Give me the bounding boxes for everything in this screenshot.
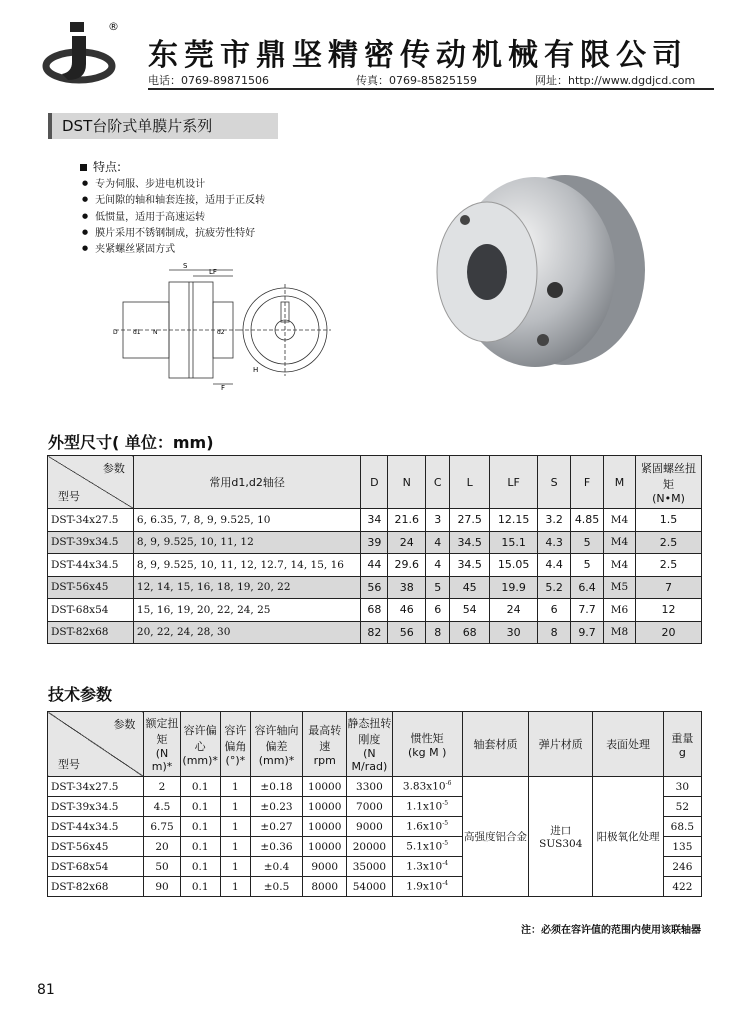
dims-cell-s: 3.2 [538, 509, 571, 532]
tech-cell-weight: 422 [663, 877, 701, 897]
fax: 传真：0769-85825159 [356, 74, 477, 87]
dims-cell-lf: 12.15 [490, 509, 538, 532]
technical-drawing [105, 262, 335, 392]
tech-header-inertia: 惯性矩 (kg M ) [392, 712, 462, 777]
dims-cell-m: M8 [604, 621, 636, 644]
dims-cell-f: 9.7 [571, 621, 604, 644]
dims-header-d: D [361, 456, 388, 509]
tech-cell-model: DST-68x54 [48, 857, 144, 877]
label-d1: d1 [133, 329, 141, 336]
tech-cell-stiff: 20000 [347, 837, 392, 857]
page-number: 81 [37, 982, 55, 998]
tech-header-speed: 最高转速 rpm [303, 712, 347, 777]
dims-cell-f: 7.7 [571, 599, 604, 622]
coupling-photo [425, 160, 660, 375]
dims-cell-f: 4.85 [571, 509, 604, 532]
tech-cell-model: DST-39x34.5 [48, 797, 144, 817]
tech-cell-ang: 1 [220, 817, 250, 837]
tech-cell-axial: ±0.27 [250, 817, 302, 837]
dims-cell-n: 29.6 [388, 554, 426, 577]
tech-cell-inertia: $1.1x10^{-5}$ [392, 797, 462, 817]
label-n: N [153, 329, 158, 336]
dims-cell-model: DST-44x34.5 [48, 554, 134, 577]
tech-cell-torque: 4.5 [144, 797, 180, 817]
tech-cell-torque: 50 [144, 857, 180, 877]
label-s: S [183, 262, 188, 270]
phone: 电话：0769-89871506 [148, 74, 269, 87]
tech-cell-speed: 10000 [303, 797, 347, 817]
dims-cell-l: 54 [450, 599, 490, 622]
dims-cell-d: 68 [361, 599, 388, 622]
dims-cell-c: 6 [426, 599, 450, 622]
tech-cell-ang: 1 [220, 837, 250, 857]
tech-cell-weight: 30 [663, 777, 701, 797]
tech-cell-ang: 1 [220, 777, 250, 797]
tech-header-corner: 参数 型号 [48, 712, 144, 777]
dims-header-torque: 紧固螺丝扭矩 (N•M) [636, 456, 702, 509]
dims-cell-d: 39 [361, 531, 388, 554]
dims-cell-t: 12 [636, 599, 702, 622]
tech-header-weight: 重量 g [663, 712, 701, 777]
website: 网址：http://www.dgdjcd.com [535, 74, 696, 87]
dims-row [48, 531, 702, 554]
tech-cell-torque: 90 [144, 877, 180, 897]
tech-cell-ang: 1 [220, 857, 250, 877]
tech-cell-ecc: 0.1 [180, 777, 220, 797]
tech-row [48, 777, 702, 797]
dims-table [47, 455, 702, 644]
dims-cell-d: 44 [361, 554, 388, 577]
header-rule [148, 88, 714, 90]
tech-cell-speed: 10000 [303, 817, 347, 837]
tech-cell-ecc: 0.1 [180, 877, 220, 897]
tech-header-ang: 容许偏角 (°)* [220, 712, 250, 777]
dims-header-lf: LF [490, 456, 538, 509]
tech-cell-torque: 6.75 [144, 817, 180, 837]
tech-cell-ecc: 0.1 [180, 817, 220, 837]
dims-cell-model: DST-82x68 [48, 621, 134, 644]
dims-cell-c: 4 [426, 554, 450, 577]
dims-row [48, 554, 702, 577]
tech-cell-stiff: 7000 [347, 797, 392, 817]
dims-cell-model: DST-68x54 [48, 599, 134, 622]
dims-cell-d: 56 [361, 576, 388, 599]
dims-cell-l: 68 [450, 621, 490, 644]
feature-item: ● 专为伺服、步进电机设计 [82, 176, 265, 192]
dims-cell-l: 45 [450, 576, 490, 599]
tech-cell-stiff: 54000 [347, 877, 392, 897]
company-name: 东莞市鼎坚精密传动机械有限公司 [148, 38, 688, 73]
dims-cell-n: 24 [388, 531, 426, 554]
features-list [82, 176, 265, 257]
tech-cell-inertia: $5.1x10^{-5}$ [392, 837, 462, 857]
dims-cell-lf: 30 [490, 621, 538, 644]
label-f: F [221, 384, 226, 392]
tech-cell-weight: 135 [663, 837, 701, 857]
tech-cell-model: DST-56x45 [48, 837, 144, 857]
dims-cell-lf: 15.05 [490, 554, 538, 577]
tech-cell-speed: 10000 [303, 777, 347, 797]
dims-cell-bore: 6, 6.35, 7, 8, 9, 9.525, 10 [133, 509, 360, 532]
dims-cell-n: 38 [388, 576, 426, 599]
dims-cell-c: 4 [426, 531, 450, 554]
feature-item: ● 夹紧螺丝紧固方式 [82, 241, 265, 257]
dims-cell-s: 6 [538, 599, 571, 622]
dims-cell-m: M4 [604, 509, 636, 532]
dims-header-s: S [538, 456, 571, 509]
tech-header-torque: 额定扭矩 (N m)* [144, 712, 180, 777]
label-d2: d2 [217, 329, 225, 336]
tech-cell-torque: 2 [144, 777, 180, 797]
tech-header-stiff: 静态扭转刚度 (N M/rad) [347, 712, 392, 777]
tech-cell-stiff: 35000 [347, 857, 392, 877]
dims-header-m: M [604, 456, 636, 509]
tech-cell-ecc: 0.1 [180, 797, 220, 817]
tech-header-disc: 弹片材质 [529, 712, 593, 777]
dims-cell-bore: 8, 9, 9.525, 10, 11, 12 [133, 531, 360, 554]
feature-item: ● 无间隙的轴和轴套连接，适用于正反转 [82, 192, 265, 208]
tech-header-surface: 表面处理 [593, 712, 663, 777]
tech-cell-disc: 进口SUS304 [529, 777, 593, 897]
usage-note: 注：必须在容许值的范围内使用该联轴器 [521, 925, 701, 936]
tech-cell-speed: 8000 [303, 877, 347, 897]
tech-cell-model: DST-82x68 [48, 877, 144, 897]
dims-cell-l: 34.5 [450, 531, 490, 554]
dims-cell-model: DST-56x45 [48, 576, 134, 599]
label-lf: LF [209, 268, 217, 276]
dims-title: 外型尺寸( 单位：mm) [48, 433, 214, 452]
tech-cell-model: DST-34x27.5 [48, 777, 144, 797]
dims-cell-m: M4 [604, 554, 636, 577]
tech-cell-hub: 高强度铝合金 [462, 777, 528, 897]
tech-header-ecc: 容许偏心 (mm)* [180, 712, 220, 777]
tech-cell-surface: 阳极氧化处理 [593, 777, 663, 897]
tech-cell-ang: 1 [220, 797, 250, 817]
dims-cell-c: 3 [426, 509, 450, 532]
dims-cell-m: M4 [604, 531, 636, 554]
tech-cell-inertia: $3.83x10^{-6}$ [392, 777, 462, 797]
dims-cell-s: 8 [538, 621, 571, 644]
tech-cell-inertia: $1.3x10^{-4}$ [392, 857, 462, 877]
feature-item: ● 膜片采用不锈钢制成，抗疲劳性特好 [82, 225, 265, 241]
dims-cell-t: 7 [636, 576, 702, 599]
dims-cell-s: 5.2 [538, 576, 571, 599]
dims-cell-s: 4.4 [538, 554, 571, 577]
label-d: D [113, 329, 118, 336]
dims-cell-model: DST-39x34.5 [48, 531, 134, 554]
tech-cell-stiff: 9000 [347, 817, 392, 837]
dims-header-bore: 常用d1,d2轴径 [133, 456, 360, 509]
tech-cell-axial: ±0.5 [250, 877, 302, 897]
registered-mark: ® [108, 20, 119, 33]
dims-cell-n: 21.6 [388, 509, 426, 532]
tech-title: 技术参数 [48, 685, 113, 704]
dims-cell-f: 6.4 [571, 576, 604, 599]
dims-cell-d: 34 [361, 509, 388, 532]
dims-cell-s: 4.3 [538, 531, 571, 554]
label-h: H [253, 366, 259, 374]
tech-header-hub: 轴套材质 [462, 712, 528, 777]
dims-cell-t: 20 [636, 621, 702, 644]
dims-header-l: L [450, 456, 490, 509]
dims-cell-bore: 15, 16, 19, 20, 22, 24, 25 [133, 599, 360, 622]
dims-cell-m: M5 [604, 576, 636, 599]
dims-row [48, 621, 702, 644]
tech-cell-ecc: 0.1 [180, 857, 220, 877]
tech-cell-inertia: $1.9x10^{-4}$ [392, 877, 462, 897]
dims-header-corner: 参数 型号 [48, 456, 134, 509]
dims-cell-t: 1.5 [636, 509, 702, 532]
tech-cell-inertia: $1.6x10^{-5}$ [392, 817, 462, 837]
dims-cell-l: 34.5 [450, 554, 490, 577]
tech-cell-axial: ±0.4 [250, 857, 302, 877]
tech-cell-weight: 68.5 [663, 817, 701, 837]
dims-header-n: N [388, 456, 426, 509]
tech-cell-ecc: 0.1 [180, 837, 220, 857]
dims-cell-lf: 24 [490, 599, 538, 622]
tech-cell-axial: ±0.18 [250, 777, 302, 797]
features-title: 特点: [80, 158, 121, 175]
dims-cell-m: M6 [604, 599, 636, 622]
dims-cell-model: DST-34x27.5 [48, 509, 134, 532]
dims-cell-lf: 19.9 [490, 576, 538, 599]
tech-cell-weight: 246 [663, 857, 701, 877]
tech-cell-speed: 10000 [303, 837, 347, 857]
tech-cell-ang: 1 [220, 877, 250, 897]
tech-cell-axial: ±0.23 [250, 797, 302, 817]
dims-cell-bore: 12, 14, 15, 16, 18, 19, 20, 22 [133, 576, 360, 599]
dims-cell-l: 27.5 [450, 509, 490, 532]
dims-cell-t: 2.5 [636, 531, 702, 554]
dims-cell-f: 5 [571, 531, 604, 554]
dims-cell-t: 2.5 [636, 554, 702, 577]
dims-row [48, 509, 702, 532]
tech-cell-torque: 20 [144, 837, 180, 857]
dims-cell-bore: 20, 22, 24, 28, 30 [133, 621, 360, 644]
dims-cell-c: 8 [426, 621, 450, 644]
dims-cell-n: 56 [388, 621, 426, 644]
dims-cell-c: 5 [426, 576, 450, 599]
tech-cell-speed: 9000 [303, 857, 347, 877]
feature-item: ● 低惯量，适用于高速运转 [82, 209, 265, 225]
dims-cell-f: 5 [571, 554, 604, 577]
tech-cell-weight: 52 [663, 797, 701, 817]
tech-cell-axial: ±0.36 [250, 837, 302, 857]
dims-cell-n: 46 [388, 599, 426, 622]
dims-cell-d: 82 [361, 621, 388, 644]
dims-cell-lf: 15.1 [490, 531, 538, 554]
tech-cell-model: DST-44x34.5 [48, 817, 144, 837]
dims-header-f: F [571, 456, 604, 509]
tech-cell-stiff: 3300 [347, 777, 392, 797]
dims-cell-bore: 8, 9, 9.525, 10, 11, 12, 12.7, 14, 15, 16 [133, 554, 360, 577]
series-title: DST台阶式单膜片系列 [48, 113, 278, 139]
dims-row [48, 599, 702, 622]
dims-row [48, 576, 702, 599]
tech-header-axial: 容许轴向偏差 (mm)* [250, 712, 302, 777]
tech-table [47, 711, 702, 897]
dims-header-c: C [426, 456, 450, 509]
